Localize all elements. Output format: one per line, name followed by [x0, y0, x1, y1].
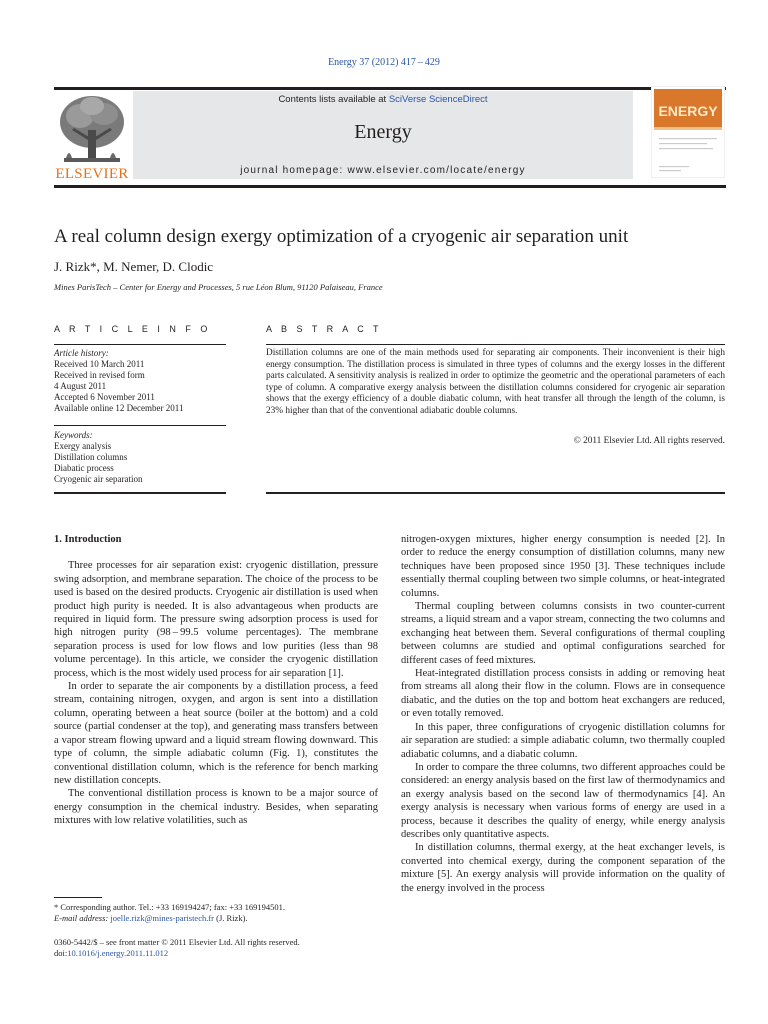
history-item: Received in revised form	[54, 370, 145, 380]
history-label: Article history:	[54, 348, 109, 358]
issn-line: 0360-5442/$ – see front matter © 2011 Elsevier Ltd. All rights reserved.	[54, 937, 300, 947]
keyword-item: Distillation columns	[54, 452, 128, 462]
sciencedirect-link[interactable]: SciVerse ScienceDirect	[388, 94, 488, 105]
journal-homepage[interactable]: journal homepage: www.elsevier.com/locate/energy	[240, 165, 526, 176]
elsevier-wordmark: ELSEVIER	[55, 166, 129, 182]
contents-available-line	[133, 94, 633, 105]
doi-link[interactable]: 10.1016/j.energy.2011.11.012	[67, 948, 169, 958]
abstract-text: Distillation columns are one of the main methods used for separating air components. Their inconvenient is their high energy consumption. The distillation process is simulated in three types of columns and the exergy losses in the different parts calculated. A sensitivity analysis is realized in order to optimize the geometric and the operational parameters of each type of column. A comparative exergy analysis between the distillation columns considered for cryogenic air separation shows that the exergy efficiency of a double diabatic column, with heat transfer all through the length of the column, is 23% higher than that of the conventional adiabatic double columns.	[266, 348, 725, 416]
history-item: 4 August 2011	[54, 381, 107, 391]
keyword-item: Cryogenic air separation	[54, 474, 143, 484]
journal-header-band	[133, 91, 633, 179]
body-column-right	[401, 533, 725, 895]
body-paragraph: In order to compare the three columns, two different approaches could be considered: an energy analysis based on the first law of thermodynamics and an exergy analysis based on the second law of thermodynamics [4]. An exergy analysis is necessary when various forms of energy are used in a process, because it describes the quality of energy, while energy analysis describes only quantitative aspects.	[401, 761, 725, 840]
cover-title: ENERGY	[658, 103, 718, 119]
keywords-list	[54, 430, 142, 485]
doi-line	[54, 948, 454, 959]
journal-cover-thumbnail[interactable]	[651, 86, 725, 178]
contents-prefix: Contents lists available at	[278, 94, 389, 105]
abstract-end-rule	[266, 492, 725, 494]
abstract-rule	[266, 344, 725, 345]
journal-name: Energy	[354, 121, 412, 143]
history-item: Accepted 6 November 2011	[54, 392, 155, 402]
body-paragraph: In order to separate the air components by a distillation process, a feed stream, containing nitrogen, oxygen, and argon is sent into a distillation column, operating between a heat source (boiler at the bottom) and a cold source (partial condenser at the top), and generating mass transfers between a vapor stream flowing upward and a liquid stream flowing downward. This type of column, the simple adiabatic column (Fig. 1), constitutes the conventional distillation column, which is the reference for bench marking new distillation concepts.	[54, 681, 378, 786]
body-paragraph: Heat-integrated distillation process consists in adding or removing heat from streams all along their flow in the column. Flows are in consequence diabatic, and the duties on the top and bottom heat exchangers are reduced, or even totally removed.	[401, 668, 725, 720]
doi-label: doi:	[54, 948, 68, 958]
body-paragraph: In this paper, three configurations of cryogenic distillation columns for air separation are studied: a simple adiabatic column, two thermally coupled adiabatic columns, and a diabatic column.	[401, 721, 725, 760]
keywords-label: Keywords:	[54, 430, 93, 440]
email-label: E-mail address:	[54, 913, 111, 923]
history-item: Available online 12 December 2011	[54, 403, 184, 413]
keyword-item: Exergy analysis	[54, 441, 112, 451]
section-heading-introduction: 1. Introduction	[54, 534, 122, 545]
corresponding-author-note: * Corresponding author. Tel.: +33 169194247; fax: +33 169194501.	[54, 902, 285, 912]
header-bottom-rule	[54, 185, 726, 188]
abstract-heading: A B S T R A C T	[266, 324, 383, 334]
abstract-copyright: © 2011 Elsevier Ltd. All rights reserved.	[573, 436, 725, 446]
article-info-rule	[54, 344, 226, 345]
body-paragraph: nitrogen-oxygen mixtures, higher energy consumption is needed [2]. In order to reduce the energy consumption of distillation columns, many new techniques have been proposed since 1950 [3]. These techniques include essentially thermal coupling between two simple columns, or heat-integrated columns.	[401, 534, 725, 599]
article-authors[interactable]: J. Rizk*, M. Nemer, D. Clodic	[54, 259, 214, 274]
article-title: A real column design exergy optimization of a cryogenic air separation unit	[54, 226, 629, 247]
footnote-rule	[54, 897, 102, 898]
article-info-end-rule	[54, 492, 226, 494]
article-info-heading: A R T I C L E I N F O	[54, 324, 211, 334]
email-link[interactable]: joelle.rizk@mines-paristech.fr	[110, 913, 215, 923]
footnote	[54, 902, 384, 924]
journal-citation[interactable]: Energy 37 (2012) 417 – 429	[328, 57, 440, 68]
issn-block	[54, 937, 454, 959]
author-affiliation: Mines ParisTech – Center for Energy and Processes, 5 rue Léon Blum, 91120 Palaiseau, France	[54, 282, 383, 292]
email-line	[54, 913, 384, 924]
article-history	[54, 348, 183, 414]
body-paragraph: The conventional distillation process is known to be a major source of energy consumption in the chemical industry. Besides, when separating mixtures with low relative volatilities, such as	[54, 788, 378, 827]
body-paragraph: Thermal coupling between columns consists in two counter-current streams, a liquid stream and a vapor stream, connecting the two columns and exchanging heat between them. Several configurations of thermal coupling between columns are studied and optimal configurations searched for different cases of feed mixtures.	[401, 601, 725, 666]
header-top-rule	[54, 87, 726, 90]
email-suffix: (J. Rizk).	[214, 913, 248, 923]
keywords-rule	[54, 425, 226, 426]
history-item: Received 10 March 2011	[54, 359, 145, 369]
body-paragraph: Three processes for air separation exist: cryogenic distillation, pressure swing adsorption, and membrane separation. The choice of the process to be used is based on the desired products. Cryogenic air distillation is used when product high purity is needed. It is also advantageous when products are required in liquid form. The pressure swing adsorption process is used for high nitrogen purity (98 – 99.5 volume percentages). The membrane separation process is used for low flows and low purities (less than 98 volume percentage). In this article, we consider the cryogenic distillation process, which is the most widely used process for air separation [1].	[54, 560, 378, 679]
keyword-item: Diabatic process	[54, 463, 114, 473]
body-column-left	[54, 533, 378, 828]
body-paragraph: In distillation columns, thermal exergy, at the heat exchanger levels, is converted into chemical exergy, during the component separation of the mixture [5]. An exergy analysis will provide information on the quality of the energy involved in the process	[401, 842, 725, 894]
